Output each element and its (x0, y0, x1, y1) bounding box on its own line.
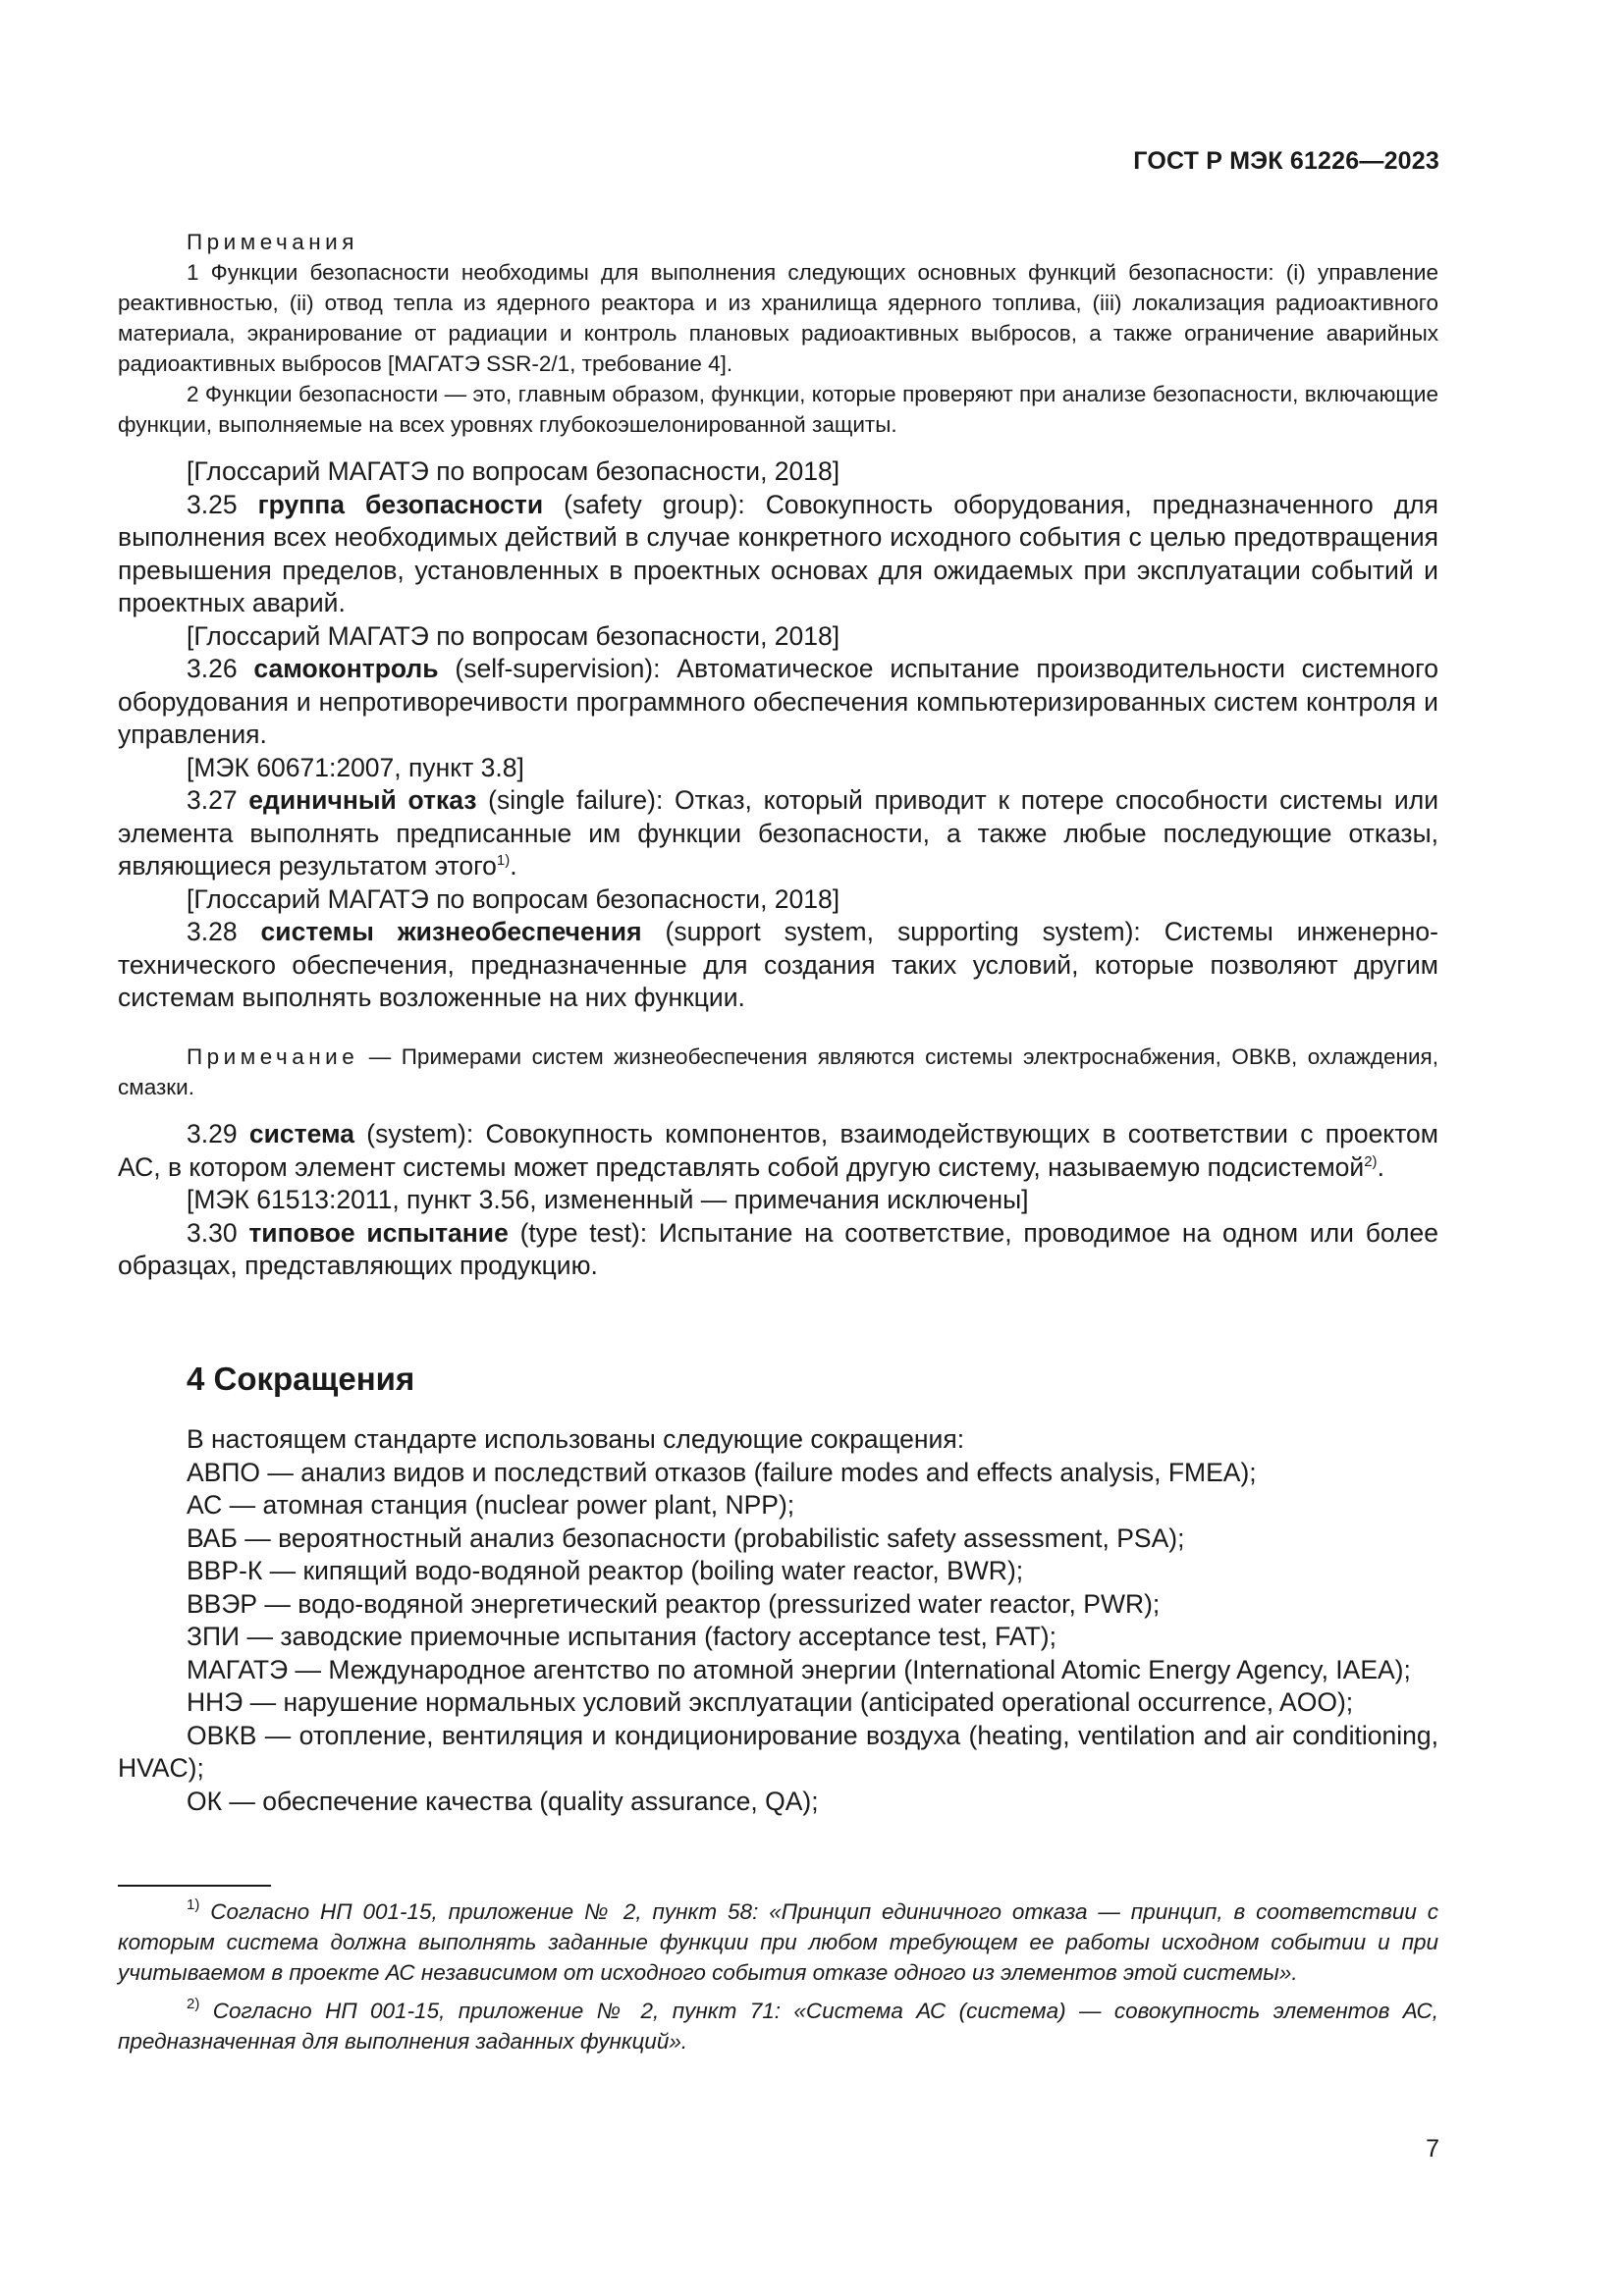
list-item: ЗПИ — заводские приемочные испытания (factory acceptance test, FAT); (187, 1622, 1056, 1651)
footnote-1: $^{1)}$ Согласно НП 001-15, приложение № 2, пункт 58: «Принцип единичного отказа — принцип, в соответствии с которым система должна выполнять заданные функции при любом требующем ее работы исходном событии и при учитываемом в проекте АС независимом от исходного события отказе одного из элементов этой системы». (118, 1896, 1438, 1985)
section-4 (118, 1361, 1438, 1398)
footnotes (118, 1896, 1438, 2056)
section-intro: В настоящем стандарте использованы следующие сокращения: (187, 1424, 965, 1454)
term-3-28: 3.28 системы жизнеобеспечения (support system, supporting system): Системы инженерно-технического обеспечения, предназначенные для создания таких условий, которые позволяют другим системам выполнять возложенные на них функции. (118, 917, 1438, 1012)
page-number: 7 (1426, 2135, 1439, 2163)
source-ref: [МЭК 61513:2011, пункт 3.56, измененный — примечания исключены] (187, 1185, 1029, 1214)
list-item: МАГАТЭ — Международное агентство по атомной энергии (International Atomic Energy Agency, IAEA); (187, 1654, 1411, 1684)
term-3-29: 3.29 система (system): Совокупность компонентов, взаимодействующих в соответствии с проектом АС, в котором элемент системы может представлять собой другую систему, называемую подсистемой$^{2)}$. (118, 1119, 1438, 1182)
term-name: группа безопасности (257, 489, 544, 519)
term-name: система (248, 1119, 354, 1148)
section-title: 4 Сокращения (187, 1361, 415, 1397)
source-ref: [МЭК 60671:2007, пункт 3.8] (187, 752, 524, 782)
note-3-28: Примечание — Примерами систем жизнеобеспечения являются системы электроснабжения, ОВКВ, охлаждения, смазки. (118, 1044, 1438, 1099)
footnote-ref-2[interactable]: 2) (1364, 1152, 1378, 1170)
term-name: типовое испытание (248, 1217, 509, 1248)
term-3-27: 3.27 единичный отказ (single failure): Отказ, который приводит к потере способности системы или элемента выполнять предписанные им функции безопасности, а также любые последующие отказы, являющиеся результатом этого$^{1)}$. (118, 785, 1438, 881)
note-1: 1 Функции безопасности необходимы для выполнения следующих основных функций безопасности: (i) управление реактивностью, (ii) отвод тепла из ядерного реактора и из хранилища ядерного топлива, (iii) локализация радиоактивного материала, экранирование от радиации и контроль плановых радиоактивных выбросов, а также ограничение аварийных радиоактивных выбросов [МАГАТЭ SSR-2/1, требование 4]. (118, 260, 1438, 376)
source-ref: [Глоссарий МАГАТЭ по вопросам безопасности, 2018] (187, 620, 840, 651)
source-ref: [Глоссарий МАГАТЭ по вопросам безопасности, 2018] (187, 883, 840, 914)
footnote-ref-1[interactable]: 1) (496, 852, 511, 869)
list-item: ОВКВ — отопление, вентиляция и кондиционирование воздуха (heating, ventilation and air conditioning, HVAC); (118, 1720, 1438, 1783)
notes-block (118, 227, 1438, 440)
footnote-2: $^{2)}$ Согласно НП 001-15, приложение № 2, пункт 71: «Система АС (система) — совокупность элементов АС, предназначенная для выполнения заданных функций». (118, 1996, 1438, 2054)
list-item: ВВЭР — водо-водяной энергетический реактор (pressurized water reactor, PWR); (187, 1588, 1161, 1619)
term-3-30: 3.30 типовое испытание (type test): Испытание на соответствие, проводимое на одном или более образцах, представляющих продукцию. (118, 1217, 1438, 1280)
list-item: АВПО — анализ видов и последствий отказов (failure modes and effects analysis, FMEA); (187, 1457, 1257, 1487)
list-item: ВАБ — вероятностный анализ безопасности (probabilistic safety assessment, PSA); (187, 1522, 1185, 1553)
document-code-header: ГОСТ Р МЭК 61226—2023 (1133, 147, 1439, 175)
footnote-mark: 2) (187, 1996, 200, 2012)
term-name: единичный отказ (248, 785, 477, 815)
footnote-mark: 1) (187, 1896, 200, 1913)
footnote-divider (118, 1885, 271, 1887)
terms-block-2 (118, 1118, 1438, 1283)
list-item: ОК — обеспечение качества (quality assurance, QA); (187, 1786, 819, 1816)
list-item: ВВР-К — кипящий водо-водяной реактор (boiling water reactor, BWR); (187, 1556, 1024, 1585)
term-3-26: 3.26 самоконтроль (self-supervision): Автоматическое испытание производительности системного оборудования и непротиворечивости программного обеспечения компьютеризированных систем контроля и управления. (118, 654, 1438, 749)
abbreviations-list (118, 1423, 1438, 1818)
term-name: системы жизнеобеспечения (260, 917, 642, 946)
note-2: 2 Функции безопасности — это, главным образом, функции, которые проверяют при анализе безопасности, включающие функции, выполняемые на всех уровнях глубокоэшелонированной защиты. (118, 382, 1438, 437)
list-item: АС — атомная станция (nuclear power plant, NPP); (187, 1490, 795, 1520)
term-3-25: 3.25 группа безопасности (safety group): Совокупность оборудования, предназначенного для выполнения всех необходимых действий в случае конкретного исходного события с целью предотвращения превышения пределов, установленных в проектных основах для ожидаемых при эксплуатации событий и проектных аварий. (118, 489, 1438, 617)
notes-title: Примечания (187, 230, 358, 254)
terms-block-1 (118, 455, 1438, 1015)
term-name: самоконтроль (253, 654, 439, 683)
note-label: Примечание (187, 1044, 359, 1069)
list-item: ННЭ — нарушение нормальных условий эксплуатации (anticipated operational occurrence, AOO); (187, 1687, 1354, 1717)
source-ref: [Глоссарий МАГАТЭ по вопросам безопасности, 2018] (187, 456, 840, 486)
